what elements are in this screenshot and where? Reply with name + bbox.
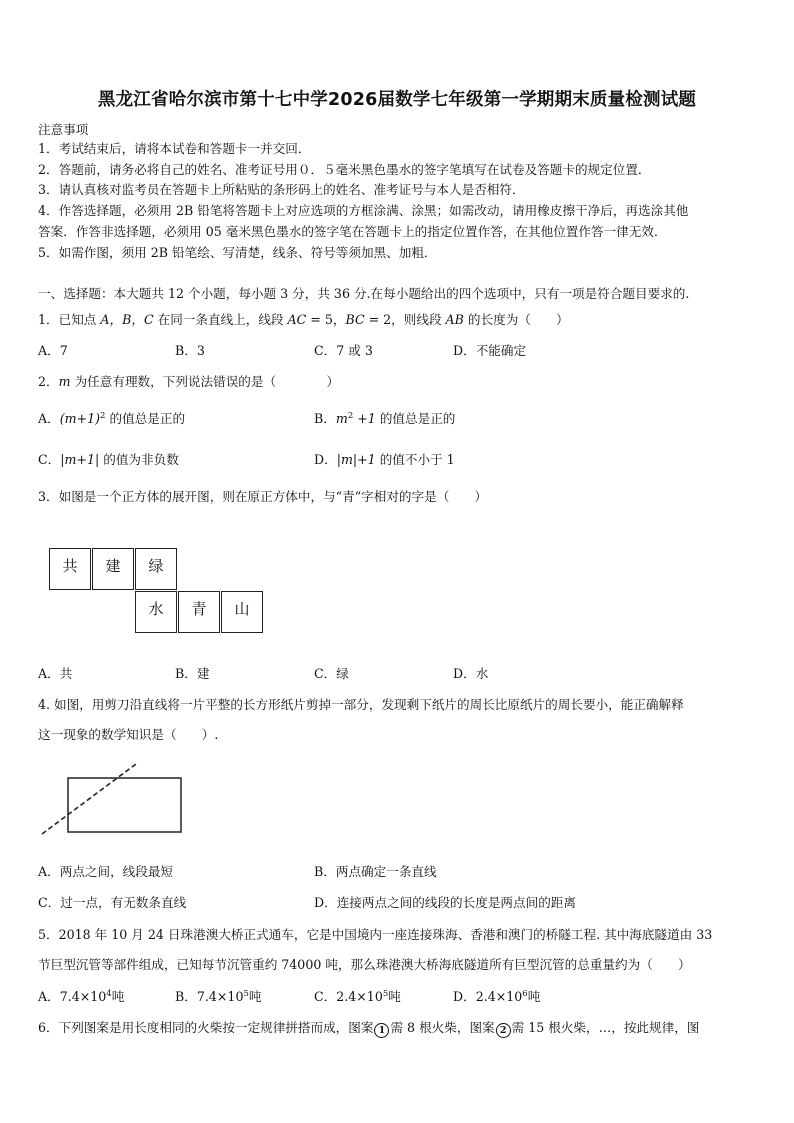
q1-option-d[interactable]: D．不能确定 <box>453 343 527 358</box>
q4-option-d[interactable]: D．连接两点之间的线段的长度是两点间的距离 <box>314 895 576 910</box>
notice-item: 1．考试结束后，请将本试卷和答题卡一并交回． <box>38 141 311 156</box>
q3-option-d[interactable]: D．水 <box>453 666 489 681</box>
question-4-stem-cont: 这一现象的数学知识是（ ）. <box>38 727 219 742</box>
q5-option-c[interactable]: C．$2.4\times 10^5$吨 <box>314 989 401 1004</box>
q3-option-b[interactable]: B．建 <box>175 666 210 681</box>
notice-item: 5．如需作图，须用 2B 铅笔绘、写清楚，线条、符号等须加黑、加粗． <box>38 245 437 260</box>
question-6-stem: 6．下列图案是用长度相同的火柴按一定规律拼搭而成，图案 1 需 8 根火柴，图案 2 需 15 根火柴，…，按此规律，图 <box>38 1020 700 1036</box>
q1-option-c[interactable]: C．7 或 3 <box>314 343 373 358</box>
question-5-stem-cont: 节巨型沉管等部件组成，已知每节沉管重约 74000 吨，那么珠港澳大桥海底隧道所有巨型沉管的总重量约为（ ） <box>38 957 691 972</box>
q2-option-a[interactable]: A．$(m+1)^2$ 的值总是正的 <box>38 411 186 426</box>
notice-item: 4．作答选择题，必须用 2B 铅笔将答题卡上对应选项的方框涂满、涂黑；如需改动，请用橡皮擦干净后，再选涂其他 <box>38 203 689 218</box>
notice-item: 2．答题前，请务必将自己的姓名、准考证号用０．５毫米黑色墨水的签字笔填写在试卷及答题卡的规定位置． <box>38 162 651 177</box>
notice-item: 答案．作答非选择题，必须用 05 毫米黑色墨水的签字笔在答题卡上的指定位置作答，在其他位置作答一律无效． <box>38 224 667 239</box>
paper-rectangle <box>68 778 181 832</box>
question-5-stem: 5．2018 年 10 月 24 日珠港澳大桥正式通车，它是中国境内一座连接珠海、香港和澳门的桥隧工程. 其中海底隧道由 33 <box>38 927 713 942</box>
rectangle-cut-figure <box>38 760 198 840</box>
q2-option-b[interactable]: B．$m^2 +1$ 的值总是正的 <box>314 411 456 426</box>
q4-option-a[interactable]: A．两点之间，线段最短 <box>38 864 174 879</box>
page-title: 黑龙江省哈尔滨市第十七中学2026届数学七年级第一学期期末质量检测试题 <box>97 90 697 110</box>
circled-number: 2 <box>496 1023 511 1038</box>
q3-option-c[interactable]: C．绿 <box>314 666 349 681</box>
q2-option-d[interactable]: D．|m|+1 的值不小于 1 <box>314 452 455 467</box>
notice-item: 3．请认真核对监考员在答题卡上所粘贴的条形码上的姓名、准考证号与本人是否相符． <box>38 182 525 197</box>
net-cell: 建 <box>92 548 134 590</box>
question-1-stem: 1．已知点 A，B，C 在同一条直线上，线段 AC = 5，BC = 2，则线段 AB 的长度为（ ） <box>38 312 569 327</box>
circled-number: 1 <box>374 1023 389 1038</box>
q5-option-b[interactable]: B．$7.4\times 10^5$吨 <box>175 989 262 1004</box>
section-heading: 一、选择题：本大题共 12 个小题，每小题 3 分，共 36 分.在每小题给出的四个选项中，只有一项是符合题目要求的. <box>38 286 690 301</box>
q4-option-c[interactable]: C．过一点，有无数条直线 <box>38 895 187 910</box>
net-cell: 绿 <box>135 548 177 590</box>
net-cell: 共 <box>49 548 91 590</box>
q3-option-a[interactable]: A．共 <box>38 666 73 681</box>
question-4-stem: 4. 如图，用剪刀沿直线将一片平整的长方形纸片剪掉一部分，发现剩下纸片的周长比原纸片的周长要小，能正确解释 <box>38 697 684 712</box>
points-abc: A，B，C <box>100 312 154 327</box>
question-3-stem: 3．如图是一个正方体的展开图，则在原正方体中，与“青”字相对的字是（ ） <box>38 489 488 504</box>
net-cell: 山 <box>221 591 263 633</box>
notice-heading: 注意事项 <box>38 122 89 137</box>
q2-option-c[interactable]: C．|m+1| 的值为非负数 <box>38 452 179 467</box>
question-2-stem: 2．m 为任意有理数，下列说法错误的是（ ） <box>38 374 340 389</box>
q1-option-a[interactable]: A．7 <box>38 343 68 358</box>
q5-option-a[interactable]: A．$7.4\times 10^4$吨 <box>38 989 125 1004</box>
q1-option-b[interactable]: B．3 <box>175 343 205 358</box>
cut-line <box>42 764 136 834</box>
q5-option-d[interactable]: D．$2.4\times 10^6$吨 <box>453 989 541 1004</box>
net-cell: 青 <box>178 591 220 633</box>
net-cell: 水 <box>135 591 177 633</box>
q4-option-b[interactable]: B．两点确定一条直线 <box>314 864 437 879</box>
